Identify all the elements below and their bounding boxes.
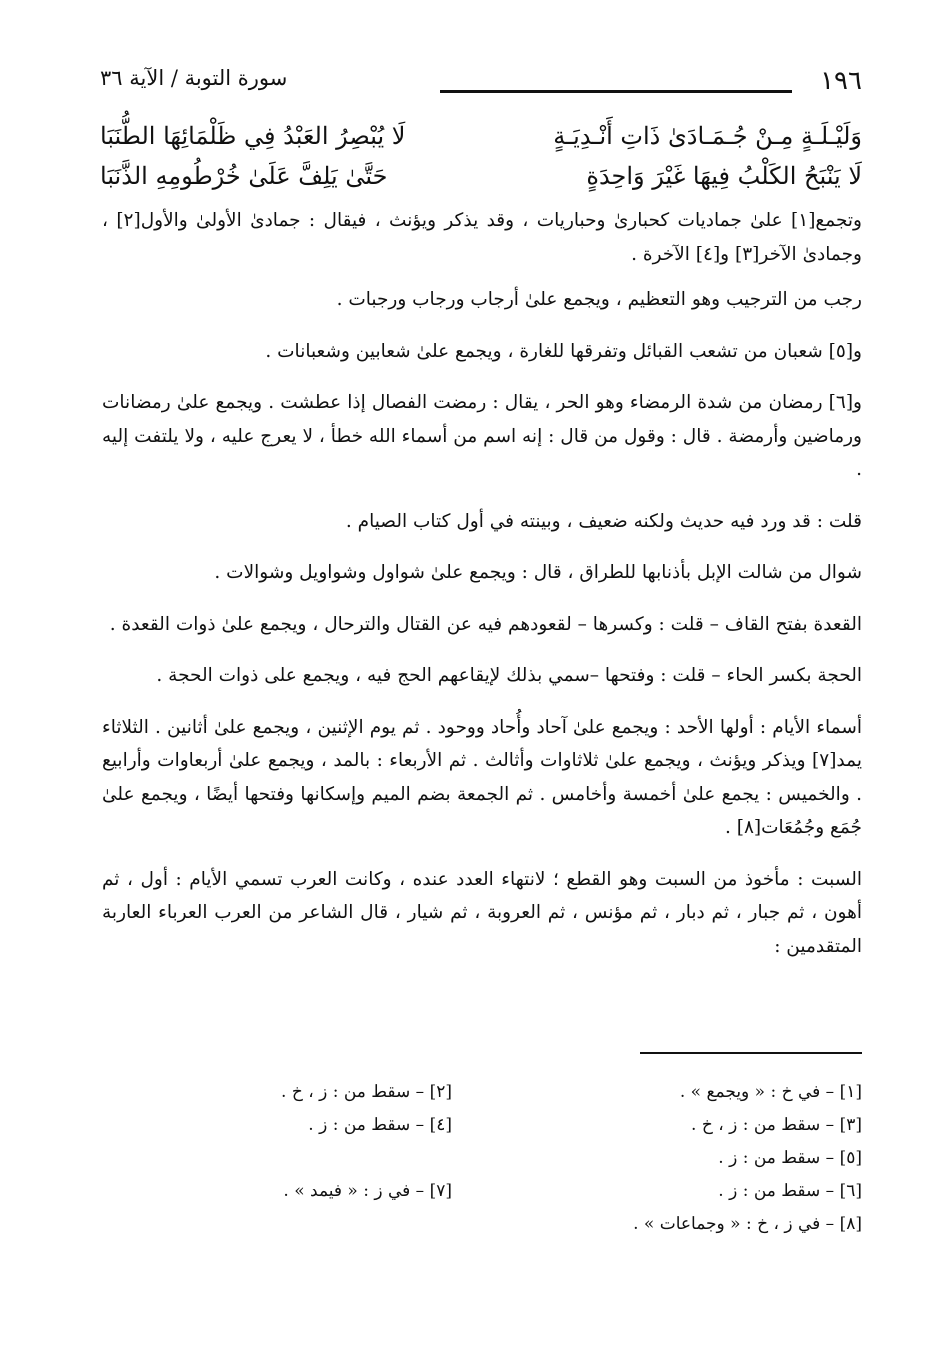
footnote: [٤] – سقط من : ز . (308, 1115, 452, 1135)
poem-hemistich-first: لَا يَنْبَحُ الكَلْبُ فِيهَا غَيْرَ وَاحِدَةٍ (586, 162, 862, 190)
header-rule (440, 90, 792, 93)
footnote-row (100, 1115, 862, 1148)
page-header (100, 60, 862, 100)
paragraph-days: أسماء الأيام : أولها الأحد : ويجمع علىٰ آحاد وأُحاد ووحود . ثم يوم الإثنين ، ويجمع علىٰ أثانين . الثلاثاء يمد[٧] ويذكر ويؤنث ، ويجمع علىٰ ثلاثاوات وأثالث . ثم الأربعاء : بالمد ، ويجمع علىٰ أربعاوات وأرابيع . والخميس : يجمع علىٰ أخمسة وأخامس . ثم الجمعة بضم الميم وإسكانها وفتحها أيضًا ، ويجمع علىٰ جُمَع وجُمُعَات[٨] . (102, 716, 862, 838)
footnote-rule (640, 1052, 862, 1054)
paragraph-shawwal: شوال من شالت الإبل بأذنابها للطراق ، قال : ويجمع علىٰ شواول وشواويل وشوالات . (214, 562, 862, 583)
paragraph-jumada: وتجمع[١] علىٰ جماديات كحبارىٰ وحباريات ، وقد يذكر ويؤنث ، فيقال : جمادىٰ الأولىٰ والأول[٢] ، وجمادىٰ الآخر[٣] و[٤] الآخرة . (102, 210, 862, 265)
footnotes (100, 1082, 862, 1247)
footnote-row (100, 1181, 862, 1214)
footnote: [٦] – سقط من : ز . (718, 1181, 862, 1201)
poem-verse (100, 162, 862, 200)
footnote-row (100, 1214, 862, 1247)
footnote-row (100, 1148, 862, 1181)
footnote: [٧] – في ز : « فيمد » . (283, 1181, 452, 1201)
footnote: [٥] – سقط من : ز . (718, 1148, 862, 1168)
poem-hemistich-second: حَتَّىٰ يَلِفَّ عَلَىٰ خُرْطُومِهِ الذَّنَبَا (100, 162, 388, 190)
poem-verse (100, 122, 862, 160)
poem-hemistich-first: وَلَيْـلَـةٍ مِـنْ جُـمَـادَىٰ ذَاتِ أَنْـدِيَـةٍ (553, 122, 862, 150)
paragraph-shaban: و[٥] شعبان من تشعب القبائل وتفرقها للغارة ، ويجمع علىٰ شعابين وشعبانات . (265, 340, 862, 362)
paragraph-hijja: الحجة بكسر الحاء – قلت : وفتحها –سمي بذلك لإيقاعهم الحج فيه ، ويجمع على ذوات الحجة . (156, 665, 862, 686)
footnote: [١] – في خ : « ويجمع » . (679, 1082, 862, 1102)
footnote-row (100, 1082, 862, 1115)
paragraph-ramadan: و[٦] رمضان من شدة الرمضاء وهو الحر ، يقال : رمضت الفصال إذا عطشت . ويجمع علىٰ رمضانات ورماضين وأرمضة . قال : وقول من قال : إنه اسم من أسماء الله خطأ ، لا يعرج عليه ، ولا يلتفت إليه . (102, 392, 862, 480)
footnote: [٢] – سقط من : ز ، خ . (281, 1082, 452, 1102)
page-number: ١٩٦ (820, 66, 862, 96)
paragraph-qultu: قلت : قد ورد فيه حديث ولكنه ضعيف ، وبينته في أول كتاب الصيام . (345, 510, 862, 532)
footnote: [٨] – في ز ، خ : « وجماعات » . (633, 1214, 862, 1234)
running-title: سورة التوبة / الآية ٣٦ (100, 66, 288, 90)
footnote: [٣] – سقط من : ز ، خ . (691, 1115, 862, 1135)
paragraph-qada: القعدة بفتح القاف – قلت : وكسرها – لقعودهم فيه عن القتال والترحال ، ويجمع علىٰ ذوات القعدة . (109, 613, 862, 635)
paragraph-rajab: رجب من الترجيب وهو التعظيم ، ويجمع علىٰ أرجاب ورجاب ورجبات . (336, 289, 862, 310)
poem-hemistich-second: لَا يُبْصِرُ العَبْدُ فِي ظَلْمَائِهَا الطُّنَبَا (100, 122, 406, 150)
paragraph-sabt: السبت : مأخوذ من السبت وهو القطع ؛ لانتهاء العدد عنده ، وكانت العرب تسمي الأيام : أول ، ثم أهون ، ثم جبار ، ثم دبار ، ثم مؤنس ، ثم العروبة ، ثم شيار ، قال الشاعر من العرب العرباء العاربة المتقدمين : (102, 868, 862, 957)
main-text (102, 204, 862, 981)
